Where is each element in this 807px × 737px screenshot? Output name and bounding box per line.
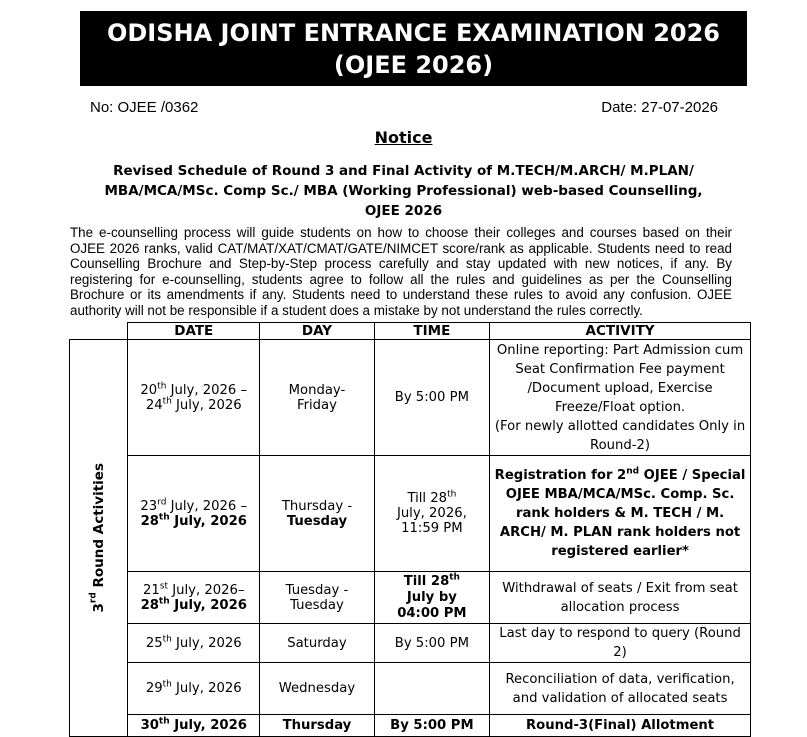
row-time: By 5:00 PM [374,624,490,663]
row-activity: Last day to respond to query (Round 2) [490,624,751,663]
subject-line-2: MBA/MCA/MSc. Comp Sc./ MBA (Working Professional) web-based Counselling, [104,183,703,199]
row-day: Tuesday - Tuesday [260,572,374,624]
table-row [70,572,751,624]
exam-title-line1: ODISHA JOINT ENTRANCE EXAMINATION 2026 [106,19,720,47]
row-date: 30th July, 2026 [128,715,260,737]
notice-number: No: OJEE /0362 [90,99,199,116]
row-day: Wednesday [260,663,374,715]
table-row [70,340,751,456]
row-time: By 5:00 PM [374,340,490,456]
row-time: Till 28th July by 04:00 PM [374,572,490,624]
header-day: DAY [260,323,374,340]
row-time [374,663,490,715]
notice-subject [80,161,727,221]
notice-date: Date: 27-07-2026 [601,99,718,116]
row-date: 20th July, 2026 – 24th July, 2026 [128,340,260,456]
notice-heading: Notice [374,128,433,147]
row-day: Saturday [260,624,374,663]
row-day: Monday- Friday [260,340,374,456]
exam-title-line2: (OJEE 2026) [333,51,494,79]
row-time: By 5:00 PM [374,715,490,737]
round-side-label [70,340,128,737]
row-activity: Round-3(Final) Allotment [490,715,751,737]
table-row [70,624,751,663]
table-row [70,456,751,572]
header-date: DATE [128,323,260,340]
row-date: 29th July, 2026 [128,663,260,715]
notice-body: The e-counselling process will guide students on how to choose their colleges and courses based on their OJEE 2026 ranks, valid CAT/MAT/XAT/CMAT/GATE/NIMCET score/rank as applicable. Students need to read Counselling Brochure and Step-by-Step process carefully and stay updated with new notices, if any. By registering for e-counselling, students agree to follow all the rules and guidelines as per the Counselling Brochure or its amendments if any. Students need to understand these rules to avoid any confusion. OJEE authority will not be responsible if a student does a mistake by not understand the rules correctly. [70,225,732,318]
schedule-table [69,322,751,737]
row-day: Thursday [260,715,374,737]
row-date: 25th July, 2026 [128,624,260,663]
subject-line-1: Revised Schedule of Round 3 and Final Activity of M.TECH/M.ARCH/ M.PLAN/ [113,163,694,179]
header-time: TIME [374,323,490,340]
row-day: Thursday - Tuesday [260,456,374,572]
row-time: Till 28th July, 2026, 11:59 PM [374,456,490,572]
round-label-text: 3rd Round Activities [88,463,107,613]
row-date: 21st July, 2026– 28th July, 2026 [128,572,260,624]
table-row [70,715,751,737]
row-activity: Online reporting: Part Admission cum Seat Confirmation Fee payment /Document upload, Exercise Freeze/Float option. (For newly allotted candidates Only in Round-2) [490,340,751,456]
header-activity: ACTIVITY [490,323,751,340]
row-activity: Registration for 2nd OJEE / Special OJEE MBA/MCA/MSc. Comp. Sc. rank holders & M. TECH / M. ARCH/ M. PLAN rank holders not registered earlier* [490,456,751,572]
table-row [70,663,751,715]
row-activity: Reconciliation of data, verification, and validation of allocated seats [490,663,751,715]
exam-title-banner [80,11,747,86]
row-date: 23rd July, 2026 – 28th July, 2026 [128,456,260,572]
subject-line-3: OJEE 2026 [364,203,443,219]
table-header-row [70,323,751,340]
row-activity: Withdrawal of seats / Exit from seat allocation process [490,572,751,624]
